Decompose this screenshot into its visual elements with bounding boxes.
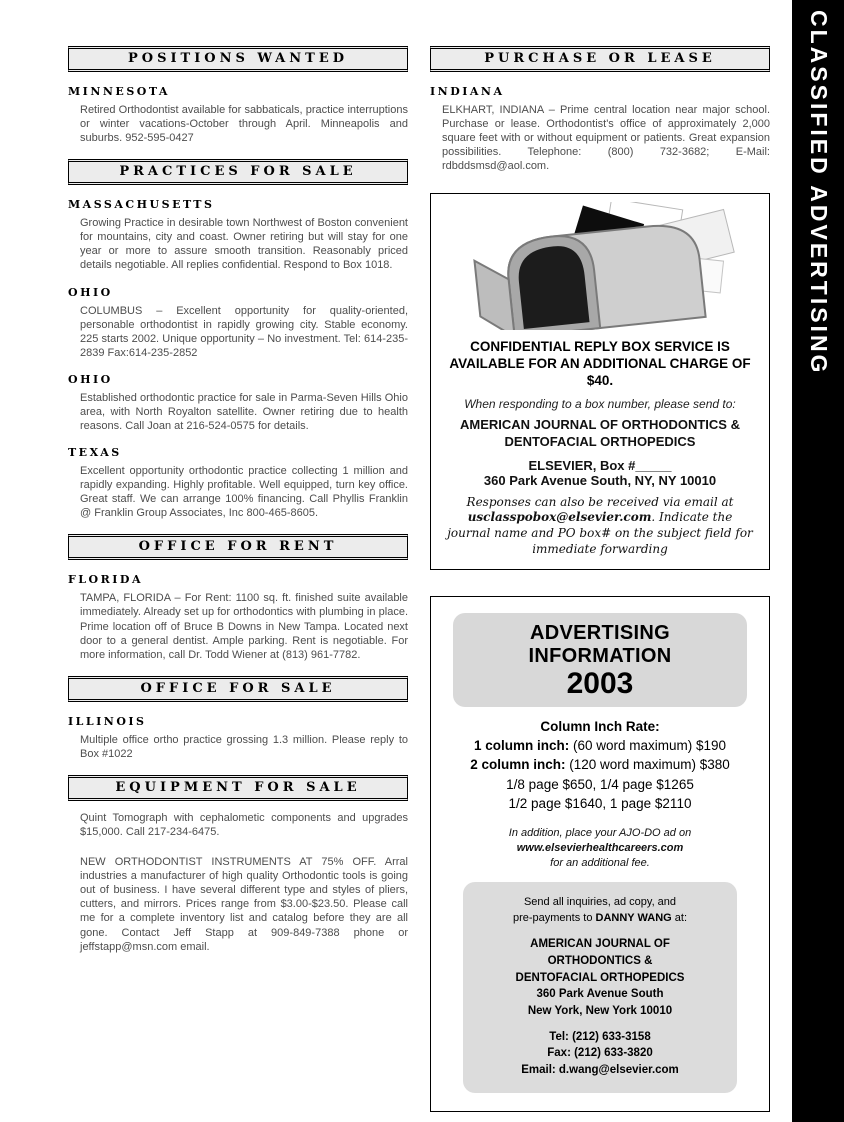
reply-box-email-address: usclasspobox@elsevier.com [467, 510, 652, 525]
online-ad-note-line-1: In addition, place your AJO-DO ad on [508, 826, 692, 839]
contact-intro-line-2 [473, 911, 727, 927]
email-note-post: . Indicate the journal name and PO box# on the subject field for immediate forwarding [447, 510, 753, 556]
section-header-practices-for-sale: PRACTICES FOR SALE [68, 159, 408, 185]
state-heading-texas: TEXAS [68, 446, 122, 460]
rate-1-label: 1 column inch: [473, 737, 570, 753]
advertising-information-year: 2003 [566, 667, 634, 701]
state-heading-indiana: INDIANA [430, 85, 505, 98]
state-heading-illinois: ILLINOIS [68, 714, 147, 728]
reply-box-instruction: When responding to a box number, please send to: [464, 397, 736, 412]
section-header-office-for-rent: OFFICE FOR RENT [68, 534, 408, 560]
section-positions-wanted [68, 46, 408, 145]
contact-intro [473, 895, 727, 927]
ad-text-illinois: Multiple office ortho practice grossing 1.3 million. Please reply to Box #1022 [80, 733, 408, 760]
section-office-for-sale [68, 676, 408, 761]
advertising-information-title-box [453, 613, 747, 707]
contact-intro-pre: pre-payments to [512, 912, 596, 925]
state-heading-minnesota: MINNESOTA [68, 85, 170, 98]
contact-intro-post: at: [671, 912, 688, 925]
section-purchase-or-lease [430, 46, 770, 173]
confidential-reply-box [430, 193, 770, 570]
reply-box-journal-name: AMERICAN JOURNAL OF ORTHODONTICS & DENTOFACIAL ORTHOPEDICS [460, 417, 740, 449]
contact-address-line-1: 360 Park Avenue South [536, 988, 664, 1001]
ad-text-ohio-parma: Established orthodontic practice for sale in Parma-Seven Hills Ohio area, with North Royalton satellite. Owner retiring due to health reasons. Call Joan at 216-524-0575 for details. [80, 391, 408, 433]
ad-text-ohio-columbus: COLUMBUS – Excellent opportunity for quality-oriented, personable orthodontist in rapidly growing city. Stable economy. 225 starts 2002. Unique opportunity – No investment. Tel: 614-235-2839 Fax:614-235-2852 [80, 304, 408, 359]
ad-text-instruments: NEW ORTHODONTIST INSTRUMENTS AT 75% OFF. Arral industries a manufacturer of high quality Orthodontic tools is going out of business. I have several different type and styles of pliers, cutters, and mirrors. Prices range from $3.00-$23.50. Please call me for a complete inventory list and catalog before they are all gone. Contact Jeff Stapp at 909-849-7388 phone or jeffstapp@msn.com email. [80, 856, 408, 953]
state-heading-massachusetts: MASSACHUSETTS [68, 198, 215, 212]
contact-intro-line-1: Send all inquiries, ad copy, and [523, 896, 677, 909]
rate-line-3: 1/8 page $650, 1/4 page $1265 [506, 776, 694, 792]
mailbox-icon [450, 202, 750, 330]
rate-line-1 [443, 736, 757, 756]
online-ad-note-line-3: for an additional fee. [550, 856, 650, 869]
ad-text-massachusetts: Growing Practice in desirable town Northwest of Boston convenient for mountains, city and coast. Owner retiring but will stay for one year or more to assure smooth transition. Reasonably priced details negotiable. All replies confidential. Respond to Box 1018. [80, 217, 408, 272]
contact-organization [473, 936, 727, 1019]
contact-person-name: DANNY WANG [595, 912, 672, 925]
rates-list [443, 736, 757, 814]
reply-box-elsevier-line: ELSEVIER, Box #_____ [528, 457, 672, 473]
right-column [430, 46, 770, 1112]
contact-org-line-1: AMERICAN JOURNAL OF [530, 938, 670, 951]
contact-fax: Fax: (212) 633-3820 [547, 1047, 653, 1060]
reply-box-headline: CONFIDENTIAL REPLY BOX SERVICE IS AVAILABLE FOR AN ADDITIONAL CHARGE OF $40. [449, 339, 751, 389]
state-heading-ohio-1: OHIO [68, 285, 113, 299]
rate-2-label: 2 column inch: [470, 757, 566, 773]
contact-address-line-2: New York, New York 10010 [527, 1005, 673, 1018]
contact-box [463, 882, 737, 1092]
contact-phone-block [473, 1029, 727, 1079]
rate-1-value: (60 word maximum) $190 [569, 737, 727, 753]
contact-email: Email: d.wang@elsevier.com [521, 1064, 679, 1077]
advertising-information-title: ADVERTISING INFORMATION [528, 622, 672, 668]
ad-text-quint-tomograph: Quint Tomograph with cephalometic components and upgrades $15,000. Call 217-234-6475. [80, 811, 408, 839]
contact-org-line-2: ORTHODONTICS & [547, 955, 653, 967]
rate-2-value: (120 word maximum) $380 [565, 757, 730, 773]
section-office-for-rent [68, 534, 408, 661]
state-heading-ohio-2: OHIO [68, 372, 113, 386]
online-ad-note [443, 826, 757, 871]
ad-text-florida: TAMPA, FLORIDA – For Rent: 1100 sq. ft. finished suite available immediately. Already set up for orthodontics with plumbing in place. Prime location off of Bruce B Downs in New Tampa. Located next door to a general dentist. Ample parking. Rent is negotiable. For more information, call Dr. Todd Wiener at (813) 961-7782. [80, 592, 408, 661]
advertising-information-box [430, 596, 770, 1112]
section-header-equipment-for-sale: EQUIPMENT FOR SALE [68, 775, 408, 801]
ad-text-minnesota: Retired Orthodontist available for sabbaticals, practice interruptions or winter vacations-October through April. Minneapolis and suburbs. 952-595-0427 [80, 104, 408, 145]
section-header-office-for-sale: OFFICE FOR SALE [68, 676, 408, 702]
section-equipment-for-sale [68, 775, 408, 954]
side-banner [792, 0, 844, 1122]
ad-text-indiana: ELKHART, INDIANA – Prime central location near major school. Purchase or lease. Orthodontist's office of approximately 2,000 square feet with or without equipment or patients. Great expansion possibilities. Telephone: (800) 732-3682; E-Mail: rdbddsmsd@aol.com. [442, 104, 770, 173]
reply-box-address: 360 Park Avenue South, NY, NY 10010 [483, 472, 717, 488]
column-inch-rate-heading: Column Inch Rate: [540, 718, 660, 734]
online-ad-url: www.elsevierhealthcareers.com [516, 841, 684, 854]
contact-telephone: Tel: (212) 633-3158 [549, 1030, 651, 1043]
rate-line-4: 1/2 page $1640, 1 page $2110 [508, 796, 692, 812]
left-column [68, 46, 408, 963]
email-note-pre: Responses can also be received via email at [466, 494, 734, 509]
reply-box-email-note [445, 495, 755, 557]
section-header-purchase-or-lease: PURCHASE OR LEASE [430, 46, 770, 72]
section-practices-for-sale [68, 159, 408, 520]
mailbox-illustration-wrap [445, 202, 755, 335]
contact-org-line-3: DENTOFACIAL ORTHOPEDICS [515, 971, 685, 984]
side-banner-title: CLASSIFIED ADVERTISING [806, 10, 832, 376]
section-header-positions-wanted: POSITIONS WANTED [68, 46, 408, 72]
state-heading-florida: FLORIDA [68, 573, 143, 587]
rate-line-2 [443, 755, 757, 775]
ad-text-texas: Excellent opportunity orthodontic practice collecting 1 million and rapidly expanding. Highly profitable. Well equipped, turn key office. Great staff. We can arrange 100% financing. Call Phyllis Franklin @ Franklin Group Associates, Inc 800-465-8605. [80, 465, 408, 520]
